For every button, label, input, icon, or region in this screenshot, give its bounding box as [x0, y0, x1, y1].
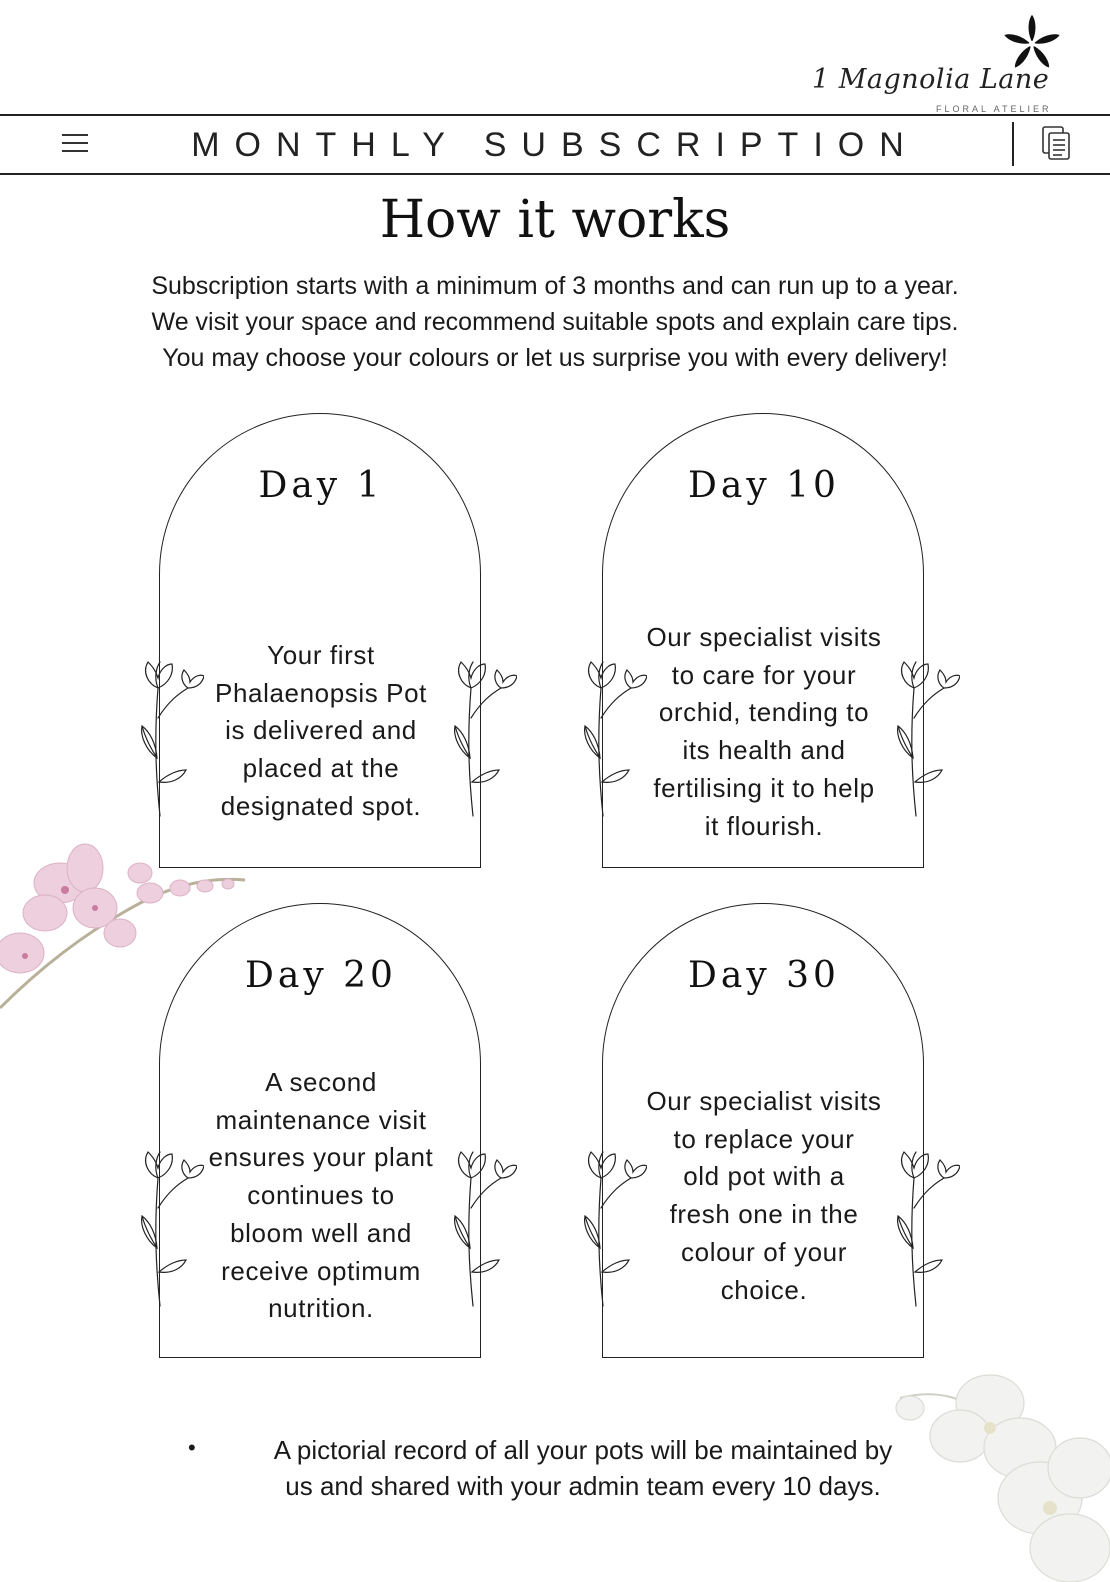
flower-sprig-icon — [437, 1148, 517, 1308]
flower-sprig-icon — [567, 658, 647, 818]
step-day-label: Day 10 — [688, 465, 840, 506]
step-card-day-1 — [159, 413, 483, 868]
intro-text — [40, 268, 1070, 376]
flower-sprig-icon — [124, 1148, 204, 1308]
intro-line: You may choose your colours or let us surprise you with every delivery! — [162, 344, 948, 372]
step-card-day-10 — [602, 413, 926, 868]
intro-line: We visit your space and recommend suitable spots and explain care tips. — [151, 308, 959, 336]
footnote-text: A pictorial record of all your pots will be maintained by us and shared with your admin team every 10 days. — [273, 1435, 893, 1501]
step-description: Our specialist visits to replace your old pot with a fresh one in the colour of your choice. — [646, 1086, 882, 1305]
step-description: Your first Phalaenopsis Pot is delivered and placed at the designated spot. — [215, 640, 427, 821]
step-day-label: Day 20 — [245, 955, 397, 996]
intro-line: Subscription starts with a minimum of 3 months and can run up to a year. — [151, 272, 959, 300]
brand-name: 1 Magnolia Lane — [812, 64, 1050, 95]
brand-logo — [810, 8, 1060, 114]
flower-sprig-icon — [437, 658, 517, 818]
flower-sprig-icon — [880, 658, 960, 818]
header-top-rule — [0, 114, 1110, 116]
step-description: Our specialist visits to care for your orchid, tending to its health and fertilising it to help it flourish. — [646, 622, 882, 841]
flower-sprig-icon — [124, 658, 204, 818]
brand-tagline: FLORAL ATELIER — [936, 104, 1052, 114]
step-card-day-20 — [159, 903, 483, 1358]
header-title: MONTHLY SUBSCRIPTION — [191, 126, 919, 164]
flower-sprig-icon — [880, 1148, 960, 1308]
flower-sprig-icon — [567, 1148, 647, 1308]
document-list-icon[interactable] — [1040, 124, 1074, 164]
step-day-label: Day 1 — [258, 465, 384, 506]
page-title: How it works — [379, 190, 731, 250]
step-day-label: Day 30 — [688, 955, 840, 996]
step-card-day-30 — [602, 903, 926, 1358]
header-bottom-rule — [0, 173, 1110, 175]
bullet-icon: • — [188, 1435, 196, 1460]
header-divider — [1012, 122, 1014, 166]
step-description: A second maintenance visit ensures your plant continues to bloom well and receive optimum nutrition. — [208, 1067, 434, 1324]
footnote — [180, 1432, 940, 1504]
